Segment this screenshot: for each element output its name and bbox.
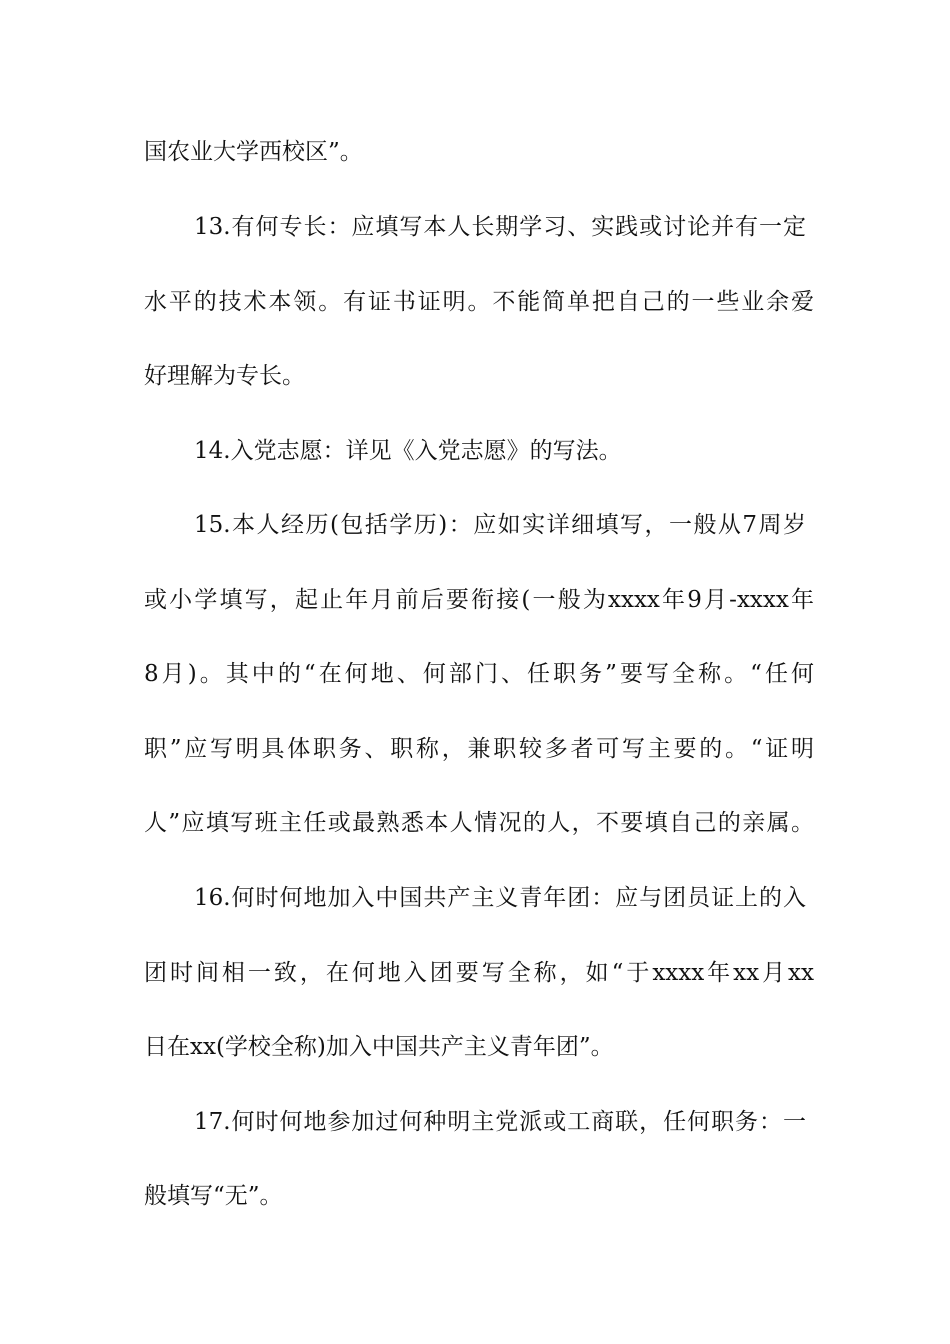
item-13-line-1: 13.有何专长：应填写本人长期学习、实践或讨论并有一定	[194, 214, 806, 240]
item-14-line-1: 14.入党志愿：详见《入党志愿》的写法。	[194, 438, 622, 464]
item-15-line-4: 职”应写明具体职务、职称，兼职较多者可写主要的。“证明	[144, 736, 814, 762]
item-17-line-1: 17.何时何地参加过何种明主党派或工商联，任何职务：一	[194, 1109, 806, 1135]
item-17-line-2: 般填写“无”。	[144, 1183, 283, 1209]
item-16-line-1: 16.何时何地加入中国共产主义青年团：应与团员证上的入	[194, 885, 806, 911]
item-15-line-3: 8月)。其中的“在何地、何部门、任职务”要写全称。“任何	[144, 661, 814, 687]
item-13-line-3: 好理解为专长。	[144, 363, 305, 389]
item-15-line-1: 15.本人经历(包括学历)：应如实详细填写，一般从7周岁	[194, 512, 806, 538]
item-15-line-2: 或小学填写，起止年月前后要衔接(一般为xxxx年9月-xxxx年	[144, 587, 814, 613]
item-15-line-5: 人”应填写班主任或最熟悉本人情况的人，不要填自己的亲属。	[144, 810, 814, 836]
item-13-line-2: 水平的技术本领。有证书证明。不能简单把自己的一些业余爱	[144, 289, 814, 315]
text-line-continuation: 国农业大学西校区”。	[144, 139, 363, 165]
item-16-line-2: 团时间相一致，在何地入团要写全称，如“于xxxx年xx月xx	[144, 960, 814, 986]
item-16-line-3: 日在xx(学校全称)加入中国共产主义青年团”。	[144, 1034, 614, 1060]
